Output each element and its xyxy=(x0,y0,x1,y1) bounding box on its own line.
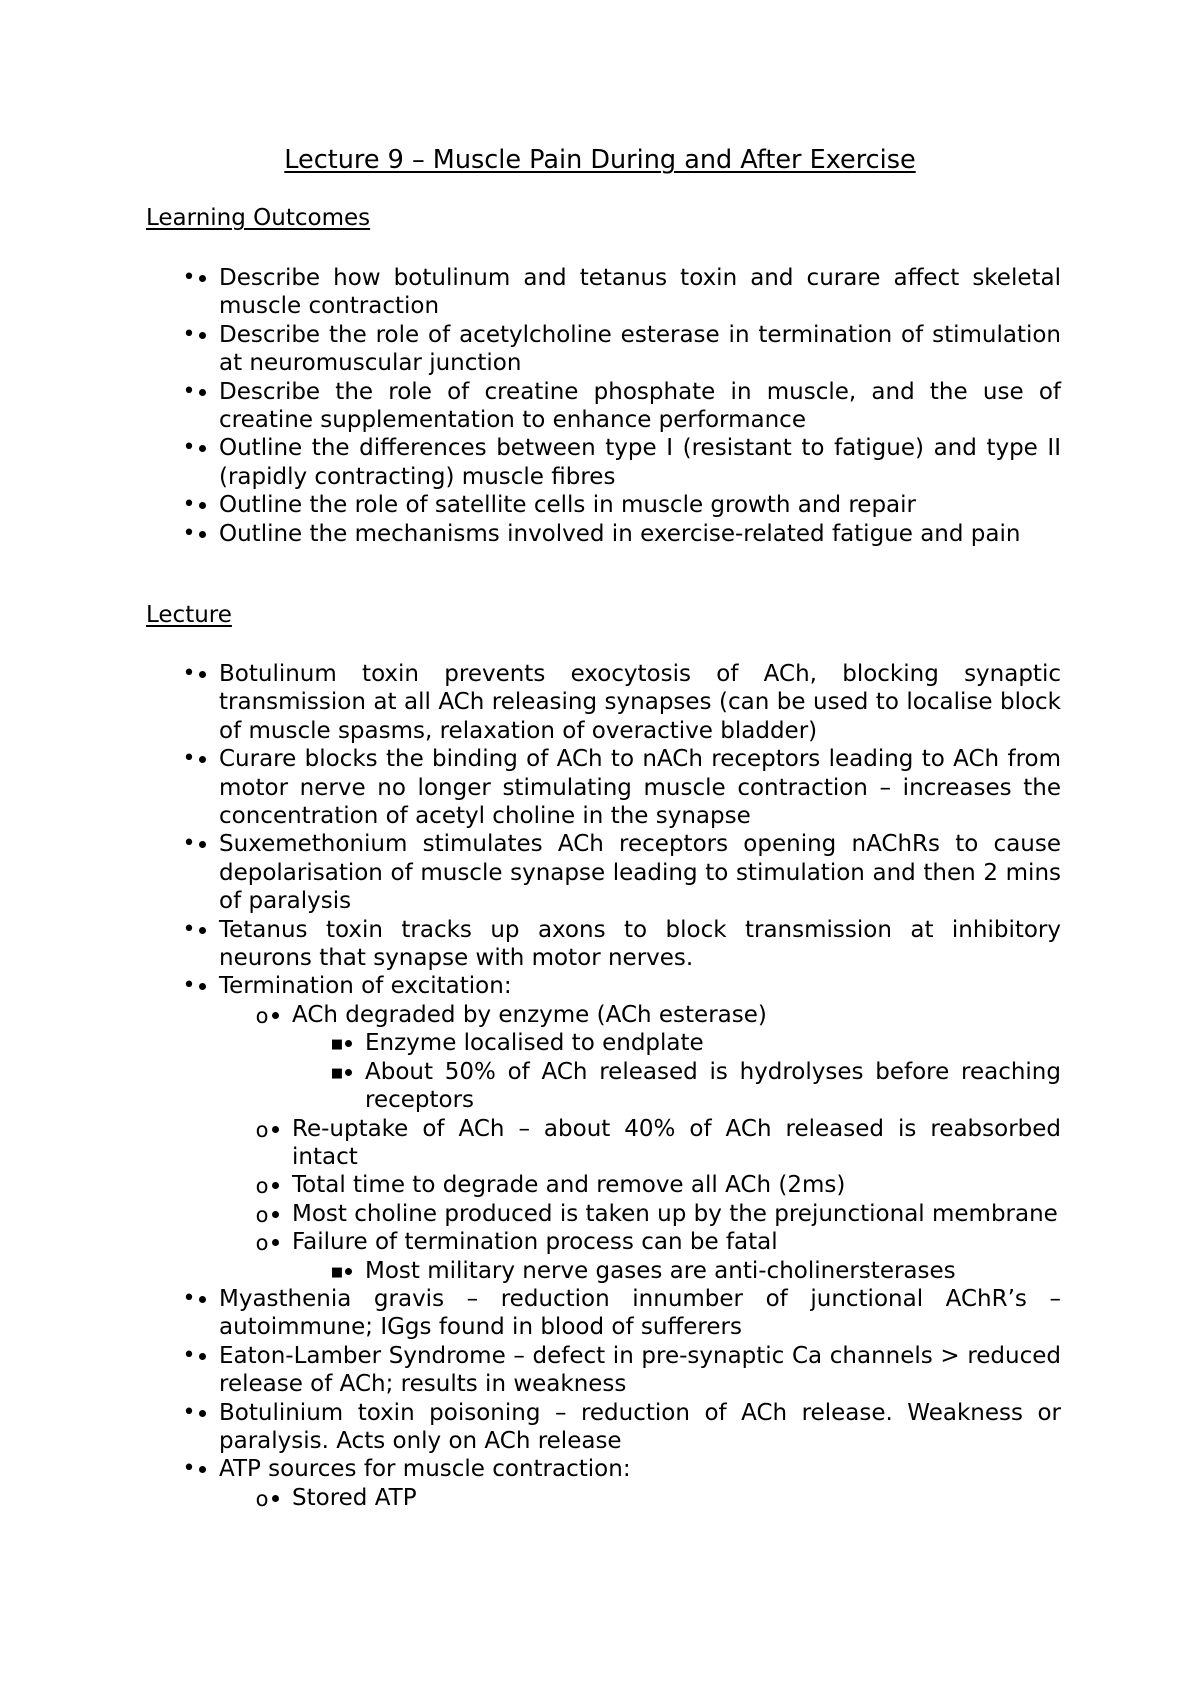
list-item: • • Botulinum toxin prevents exocytosis of ACh, blocking synaptic transmission at all ACh releasing synapses (can be used to localise block of muscle spasms, relaxation of overactive bladder) xyxy=(219,660,1061,745)
square-bullet-icon: • ■ xyxy=(330,1065,344,1081)
sub-sub-list-item: • ■ Enzyme localised to endplate xyxy=(365,1029,1061,1057)
square-bullet-icon: • ■ xyxy=(330,1037,344,1053)
bullet-icon: • • xyxy=(182,1285,196,1311)
sub-list-item: • o Re-uptake of ACh – about 40% of ACh released is reabsorbed intact xyxy=(292,1115,1061,1172)
section-heading-lecture: Lecture xyxy=(146,602,232,628)
bullet-icon: • • xyxy=(182,520,196,546)
circle-bullet-icon: • o xyxy=(255,1174,269,1199)
list-item: • • Outline the differences between type I (resistant to fatigue) and type II (rapidly contracting) muscle fibres xyxy=(219,434,1061,491)
bullet-icon: • • xyxy=(182,492,196,518)
list-item: • • Tetanus toxin tracks up axons to block transmission at inhibitory neurons that synapse with motor nerves. xyxy=(219,916,1061,973)
bullet-icon: • • xyxy=(182,435,196,461)
sub-list-item: • o ACh degraded by enzyme (ACh esterase) xyxy=(292,1001,1061,1029)
list-item: • • Describe the role of acetylcholine esterase in termination of stimulation at neuromuscular junction xyxy=(219,321,1061,378)
list-item: • • Curare blocks the binding of ACh to nACh receptors leading to ACh from motor nerve no longer stimulating muscle contraction – increases the concentration of acetyl choline in the synapse xyxy=(219,745,1061,830)
list-item: • • Termination of excitation: xyxy=(219,972,1061,1000)
circle-bullet-icon: • o xyxy=(255,1003,269,1028)
bullet-icon: • • xyxy=(182,321,196,347)
bullet-icon: • • xyxy=(182,916,196,942)
circle-bullet-icon: • o xyxy=(255,1202,269,1227)
bullet-icon: • • xyxy=(182,378,196,404)
list-item: • • Outline the role of satellite cells in muscle growth and repair xyxy=(219,491,1061,519)
sub-list-item: • o Most choline produced is taken up by the prejunctional membrane xyxy=(292,1200,1061,1228)
page-title: Lecture 9 – Muscle Pain During and After Exercise xyxy=(284,145,916,175)
circle-bullet-icon: • o xyxy=(255,1486,269,1511)
learning-outcomes-list xyxy=(0,264,1200,548)
list-item: • • Myasthenia gravis – reduction innumber of junctional AChR’s – autoimmune; IGgs found in blood of sufferers xyxy=(219,1285,1061,1342)
bullet-icon: • • xyxy=(182,973,196,999)
bullet-icon: • • xyxy=(182,1456,196,1482)
bullet-icon: • • xyxy=(182,265,196,290)
list-item: • • Botulinium toxin poisoning – reduction of ACh release. Weakness or paralysis. Acts only on ACh release xyxy=(219,1399,1061,1456)
sub-list-item: • o Total time to degrade and remove all ACh (2ms) xyxy=(292,1171,1061,1199)
sub-list-item: • o Stored ATP xyxy=(292,1484,1061,1512)
section-heading-outcomes: Learning Outcomes xyxy=(146,205,371,231)
bullet-icon: • • xyxy=(182,1399,196,1425)
list-item: • • Describe how botulinum and tetanus toxin and curare affect skeletal muscle contraction xyxy=(219,264,1061,321)
bullet-icon: • • xyxy=(182,1342,196,1368)
list-item: • • Describe the role of creatine phosphate in muscle, and the use of creatine supplementation to enhance performance xyxy=(219,378,1061,435)
list-item: • • Eaton-Lamber Syndrome – defect in pre-synaptic Ca channels > reduced release of ACh; results in weakness xyxy=(219,1342,1061,1399)
lecture-list xyxy=(0,660,1200,1512)
sub-list-item: • o Failure of termination process can be fatal xyxy=(292,1228,1061,1256)
bullet-icon: • • xyxy=(182,831,196,857)
bullet-icon: • • xyxy=(182,661,196,686)
sub-sub-list-item: • ■ Most military nerve gases are anti-cholinersterases xyxy=(365,1257,1061,1285)
sub-sub-list-item: • ■ About 50% of ACh released is hydrolyses before reaching receptors xyxy=(365,1058,1061,1115)
circle-bullet-icon: • o xyxy=(255,1231,269,1256)
list-item: • • ATP sources for muscle contraction: xyxy=(219,1455,1061,1483)
list-item: • • Outline the mechanisms involved in exercise-related fatigue and pain xyxy=(219,520,1061,548)
bullet-icon: • • xyxy=(182,746,196,772)
list-item: • • Suxemethonium stimulates ACh receptors opening nAChRs to cause depolarisation of muscle synapse leading to stimulation and then 2 mins of paralysis xyxy=(219,830,1061,915)
circle-bullet-icon: • o xyxy=(255,1117,269,1142)
square-bullet-icon: • ■ xyxy=(330,1264,344,1280)
